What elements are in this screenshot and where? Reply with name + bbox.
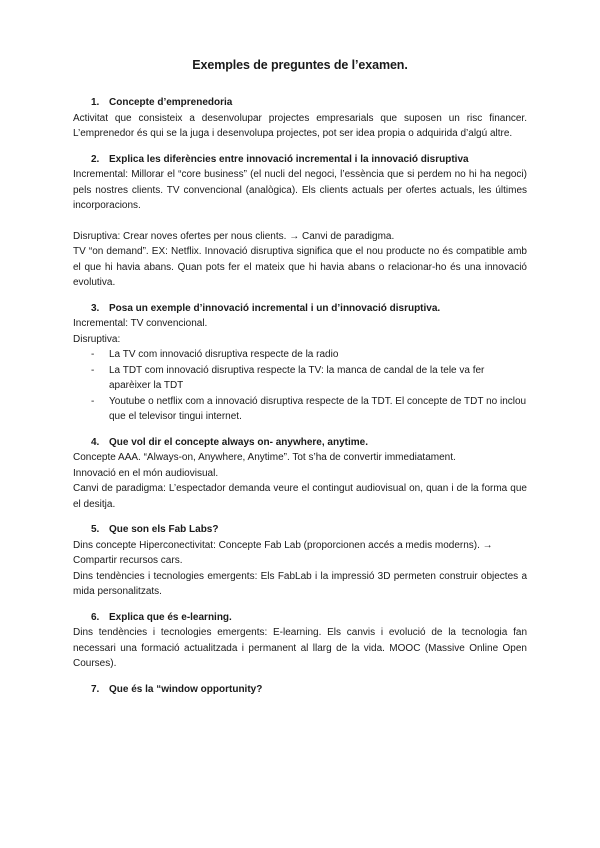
list-item: - La TV com innovació disruptiva respecte de la radio: [73, 347, 527, 363]
question-heading: 3. Posa un exemple d’innovació incremental i un d’innovació disruptiva.: [91, 302, 441, 314]
question-heading: 6. Explica que és e-learning.: [91, 611, 232, 623]
answer-line: Disruptiva:: [73, 333, 121, 345]
section-6: [73, 610, 527, 672]
dash-bullet-icon: -: [91, 395, 95, 407]
document-title: Exemples de preguntes de l’examen.: [192, 58, 408, 72]
answer-line: Concepte AAA. “Always-on, Anywhere, Anytime”. Tot s’ha de convertir immediatament.: [73, 452, 456, 463]
answer-paragraph: TV “on demand”. EX: Netflix. Innovació disruptiva significa que el nou producte no és compatible amb el que hi havia abans. Quan pots fer el mateix que hi havia abans o relacionar-ho és una innovació evolutiva.: [73, 246, 527, 288]
answer-paragraph: Dins tendències i tecnologies emergents: Els FabLab i la impressió 3D permeten construir objectes a mida personalitzats.: [73, 570, 527, 597]
section-1: [73, 95, 527, 142]
answer-paragraph: Canvi de paradigma: L’espectador demanda veure el contingut audiovisual on, quan i de la forma que el desitja.: [73, 483, 527, 510]
list-item: - Youtube o netflix com a innovació disruptiva respecte de la TDT. El concepte de TDT no inclou que el televisor tingui internet.: [91, 395, 527, 422]
answer-paragraph: Incremental: Millorar el “core business” (el nucli del negoci, l’essència que si perdem no hi ha negoci) pels nostres clients. TV convencional (analògica). Els clients actuals per ofertes actuals, les últimes incorporacions.: [73, 169, 527, 211]
list-item: - La TDT com innovació disruptiva respecte la TV: la manca de candal de la tele va fer aparèixer la TDT: [91, 364, 485, 391]
dash-bullet-icon: -: [91, 349, 95, 360]
answer-paragraph: Dins tendències i tecnologies emergents: E-learning. Els canvis i evolució de la tecnologia fan necessari una formació actualitzada i permanent al llarg de la vida. MOOC (Massive Online Open Courses).: [73, 627, 527, 669]
question-heading: 7. Que és la “window opportunity?: [91, 683, 263, 695]
section-3: [73, 301, 527, 425]
dash-bullet-icon: -: [91, 364, 95, 376]
section-2: [73, 152, 527, 291]
paragraph-gap: [73, 214, 527, 229]
document-body: [73, 95, 527, 707]
question-heading: 4. Que vol dir el concepte always on- anywhere, anytime.: [91, 436, 368, 448]
answer-line: Incremental: TV convencional.: [73, 318, 208, 329]
answer-paragraph: Activitat que consisteix a desenvolupar projectes empresarials que suposen un risc financer. L’emprenedor és qui se la juga i desenvolupa projectes, pot ser idea propia o adquirida d’algú altre.: [73, 112, 527, 139]
question-heading: 5. Que son els Fab Labs?: [91, 524, 219, 535]
section-5: [73, 522, 527, 600]
answer-line: Innovació en el món audiovisual.: [73, 467, 219, 479]
question-heading: 2. Explica les diferències entre innovació incremental i la innovació disruptiva: [91, 153, 469, 165]
section-7: [73, 682, 527, 698]
answer-line: Dins concepte Hiperconectivitat: Concepte Fab Lab (proporcionen accés a medis moderns). → Compartir recursos cars.: [73, 539, 493, 566]
section-4: [73, 435, 527, 513]
answer-line: Disruptiva: Crear noves ofertes per nous clients. → Canvi de paradigma.: [73, 230, 395, 242]
example-list: [73, 347, 527, 425]
question-heading: 1. Concepte d’emprenedoria: [91, 97, 233, 108]
